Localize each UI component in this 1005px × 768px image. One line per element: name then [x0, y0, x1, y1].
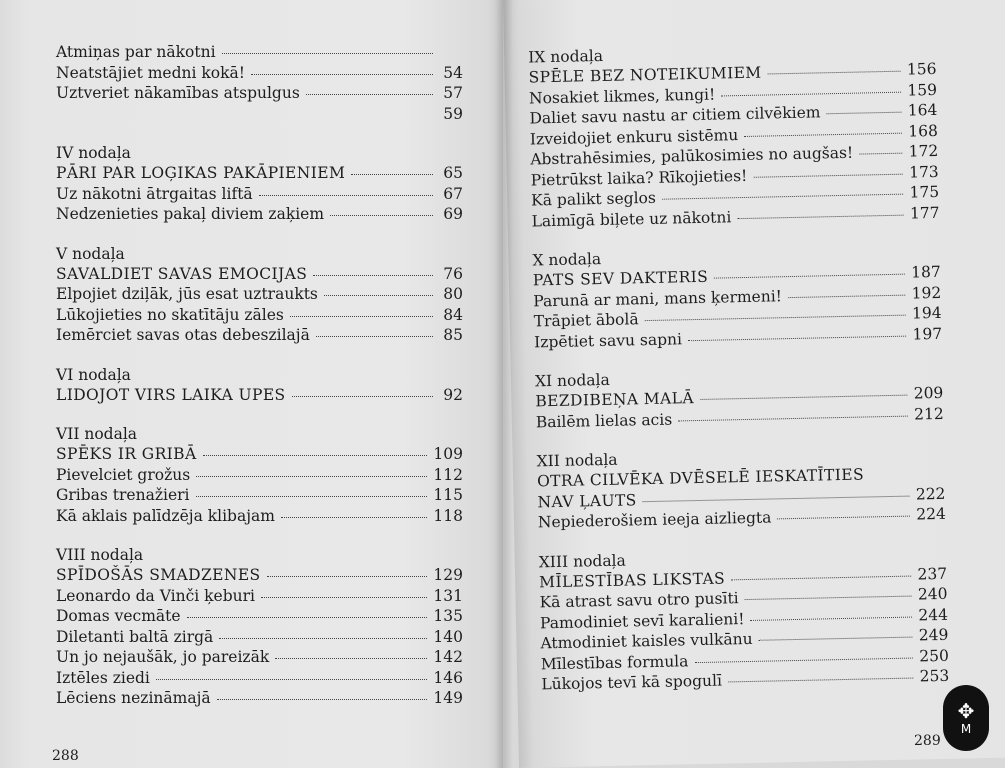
dot-leader [313, 275, 433, 276]
dot-leader [203, 455, 428, 456]
page-ref: 194 [911, 303, 942, 323]
page-ref: 109 [433, 445, 463, 463]
dot-leader [777, 516, 910, 520]
entry-title: Atmiņas par nākotni [56, 43, 216, 61]
entry-title: Atmodiniet kaisles vulkānu [540, 629, 753, 653]
entry-title: Parunā ar mani, mans ķermeni! [533, 286, 783, 310]
dot-leader [826, 112, 901, 115]
dot-leader [768, 71, 901, 75]
page-ref: 85 [443, 326, 463, 344]
toc-entry [56, 465, 463, 486]
toc-section [532, 242, 942, 353]
toc-section [56, 143, 463, 225]
page-ref: 250 [919, 646, 950, 665]
dot-leader [187, 617, 428, 618]
toc-section [56, 244, 463, 346]
page-ref: 84 [443, 305, 463, 324]
toc-entry [56, 163, 463, 184]
chapter-title: LIDOJOT VIRS LAIKA UPES [56, 385, 286, 404]
toc-entry [56, 42, 463, 63]
dot-leader [662, 194, 904, 200]
page-ref: 112 [433, 465, 463, 484]
dot-leader [351, 174, 433, 175]
page-ref: 92 [443, 385, 463, 404]
chapter-label: IV nodaļa [56, 144, 131, 162]
toc-entry [56, 444, 463, 465]
toc-entry [56, 485, 463, 506]
page-ref: 135 [433, 607, 463, 625]
page-ref: 175 [909, 182, 940, 202]
dot-leader [316, 336, 433, 337]
page-ref: 54 [443, 63, 463, 82]
dot-leader [745, 596, 912, 601]
chapter-label: XII nodaļa [536, 450, 618, 471]
page-ref: 115 [433, 486, 463, 504]
entry-title: Leonardo da Vinči ķeburi [56, 586, 255, 605]
entry-title: Nosakiet likmes, kungi! [528, 85, 716, 107]
toc-entry [56, 284, 463, 305]
dot-leader [859, 153, 903, 155]
chapter-label: VII nodaļa [56, 425, 138, 443]
page-ref: 76 [443, 264, 463, 283]
page-ref: 140 [433, 627, 463, 646]
entry-title: Pamodiniet sevī karalieni! [539, 609, 745, 632]
toc-entry [56, 305, 463, 326]
page-ref: 142 [433, 648, 463, 666]
page-ref: 131 [433, 586, 463, 605]
entry-title: Abstrahēsimies, palūkosimies no augšas! [530, 143, 854, 169]
page-ref: 249 [918, 625, 949, 645]
toc-entry [56, 647, 463, 668]
toc-entry [56, 688, 463, 709]
entry-title: Laimīgā biļete uz nākotni [531, 207, 732, 230]
page-ref: 209 [913, 383, 944, 403]
entry-title: Pietrūkst laika? Rīkojieties! [530, 166, 748, 189]
page-ref: 80 [443, 285, 463, 303]
entry-title: Nedzenieties pakaļ diviem zaķiem [56, 205, 325, 223]
dot-leader [281, 517, 427, 518]
entry-title: Un jo nejaušāk, jo pareizāk [56, 648, 270, 666]
right-page [503, 0, 1005, 768]
page-ref: 173 [908, 162, 939, 182]
toc-entry [56, 565, 463, 586]
watermark-logo [943, 685, 989, 751]
dot-leader [196, 476, 427, 477]
dot-leader [731, 575, 911, 580]
dot-leader [290, 316, 433, 317]
entry-title: Uz nākotni ātrgaitas liftā [56, 184, 253, 203]
dot-leader [744, 132, 902, 136]
page-ref: 240 [917, 584, 948, 604]
left-toc [56, 42, 463, 709]
entry-title: Daliet savu nastu ar citiem cilvēkiem [529, 103, 821, 128]
entry-title: Elpojiet dziļāk, jūs esat uztraukts [56, 285, 318, 303]
right-page-number: 289 [914, 733, 941, 749]
dot-leader [643, 495, 910, 502]
page-ref: 65 [443, 164, 463, 182]
page-ref: 129 [433, 566, 463, 584]
toc-section [539, 543, 950, 695]
dot-leader [261, 597, 427, 598]
toc-section [535, 363, 944, 433]
toc-entry [56, 506, 463, 527]
chapter-title: SAVALDIET SAVAS EMOCIJAS [56, 264, 308, 283]
entry-title: Iztēles ziedi [56, 668, 150, 687]
entry-title: Trāpiet ābolā [533, 310, 639, 331]
dot-leader [267, 576, 428, 577]
toc-entry [56, 264, 463, 285]
dot-leader [645, 315, 906, 321]
entry-title: Nepiederošiem ieeja aizliegta [537, 508, 772, 532]
entry-title: Mīlestības formula [540, 651, 689, 673]
toc-entry [56, 606, 463, 627]
toc-entry [56, 63, 463, 84]
toc-entry [56, 627, 463, 648]
chapter-label: XI nodaļa [534, 370, 610, 391]
page-ref: 222 [915, 484, 946, 503]
dot-leader [714, 274, 905, 279]
entry-title: Domas vecmāte [56, 607, 181, 625]
dot-leader [251, 74, 433, 75]
dot-leader [196, 496, 428, 497]
chapter-label: V nodaļa [56, 244, 125, 263]
dot-leader [306, 94, 433, 95]
chapter-label: X nodaļa [532, 250, 602, 270]
toc-section [56, 545, 463, 709]
dot-leader [275, 658, 427, 659]
page-ref: 237 [917, 564, 948, 583]
toc-entry [56, 83, 463, 104]
dot-leader [219, 638, 427, 639]
entry-title: Lēciens nezināmajā [56, 689, 211, 707]
dot-leader [156, 679, 428, 680]
page-ref: 253 [919, 666, 950, 686]
toc-section [56, 424, 463, 526]
toc-entry [56, 668, 463, 689]
logo-letter: M [960, 722, 972, 736]
dot-leader [688, 335, 907, 341]
toc-entry [56, 325, 463, 346]
page-ref: 156 [906, 59, 937, 79]
dot-leader [753, 173, 903, 177]
page-ref: 118 [433, 506, 463, 525]
dot-leader [737, 214, 904, 218]
dot-leader [788, 294, 906, 297]
dot-leader [330, 215, 433, 216]
chapter-label: VIII nodaļa [56, 546, 144, 564]
entry-title: Kā atrast savu otro pusīti [539, 589, 739, 612]
page-ref: 244 [918, 605, 949, 624]
dot-leader [324, 295, 433, 296]
dot-leader [217, 699, 428, 700]
toc-entry [56, 184, 463, 205]
entry-title: Kā palikt seglos [531, 188, 657, 210]
page-ref: 159 [907, 80, 938, 100]
toc-entry [56, 385, 463, 406]
toc-entry [56, 104, 463, 125]
entry-title: Gribas trenažieri [56, 486, 190, 504]
entry-title: Izpētiet savu sapni [533, 329, 683, 351]
chapter-title: SPĒLE BEZ NOTEIKUMIEM [528, 63, 762, 87]
chapter-title: SPĒKS IR GRIBĀ [56, 445, 197, 463]
chapter-title: SPĪDOŠĀS SMADZENES [56, 566, 261, 584]
dot-leader [759, 637, 913, 641]
page-ref: 212 [913, 404, 944, 423]
dot-leader [728, 678, 914, 683]
entry-title: Iemērciet savas otas debeszilajā [56, 326, 310, 344]
chapter-heading-line: OTRA CILVĒKA DVĒSELĒ IESKATĪTIES [536, 465, 865, 491]
toc-entry [56, 204, 463, 225]
dot-leader [292, 396, 433, 397]
dot-leader [678, 415, 908, 421]
entry-title: Diletanti baltā zirgā [56, 627, 214, 646]
entry-title: Uztveriet nākamības atspulgus [56, 84, 300, 102]
page-ref: 67 [443, 184, 463, 203]
toc-entry [56, 586, 463, 607]
page-ref: 192 [911, 283, 942, 303]
entry-title: Lūkojos tevī kā spogulī [541, 671, 723, 694]
toc-section [536, 443, 946, 533]
page-ref: 197 [912, 324, 943, 343]
dot-leader [721, 91, 901, 96]
entry-title: Bailēm lielas acis [535, 410, 673, 431]
flower-icon: ✥ [957, 699, 975, 723]
chapter-label: IX nodaļa [528, 46, 604, 67]
left-page-number: 288 [52, 748, 79, 764]
chapter-label: XIII nodaļa [538, 551, 626, 571]
page-ref: 69 [443, 205, 463, 223]
entry-title: Lūkojieties no skatītāju zāles [56, 305, 284, 324]
page-ref: 149 [433, 689, 463, 707]
chapter-title: MĪLESTĪBAS LIKSTAS [539, 568, 726, 591]
dot-leader [259, 195, 433, 196]
dot-leader [750, 616, 912, 620]
entry-title: Neatstājiet medni kokā! [56, 63, 245, 82]
entry-title: Izveidojiet enkuru sistēmu [529, 125, 739, 148]
chapter-title: PĀRI PAR LOĢIKAS PAKĀPIENIEM [56, 164, 346, 182]
entry-title: Kā aklais palīdzēja klibajam [56, 506, 275, 525]
page-ref: 224 [916, 504, 947, 524]
page-ref: 187 [911, 262, 941, 282]
page-ref: 177 [909, 203, 940, 223]
page-ref: 168 [908, 121, 939, 141]
page-ref: 164 [907, 100, 938, 120]
chapter-title: PATS SEV DAKTERIS [532, 267, 709, 290]
chapter-label: VI nodaļa [56, 365, 131, 384]
dot-leader [694, 657, 913, 663]
right-toc [528, 39, 949, 695]
page-ref: 146 [433, 668, 463, 687]
chapter-title: BEZDIBEŅA MALĀ [535, 389, 695, 411]
page-ref: 59 [443, 104, 463, 123]
toc-section [56, 42, 463, 124]
toc-section [528, 39, 940, 232]
page-ref: 57 [443, 84, 463, 102]
dot-leader [222, 53, 433, 54]
page-ref: 172 [908, 141, 939, 161]
chapter-title: NAV ĻAUTS [537, 490, 637, 511]
entry-title: Pievelciet grožus [56, 465, 191, 484]
toc-section [56, 365, 463, 406]
dot-leader [700, 395, 908, 400]
